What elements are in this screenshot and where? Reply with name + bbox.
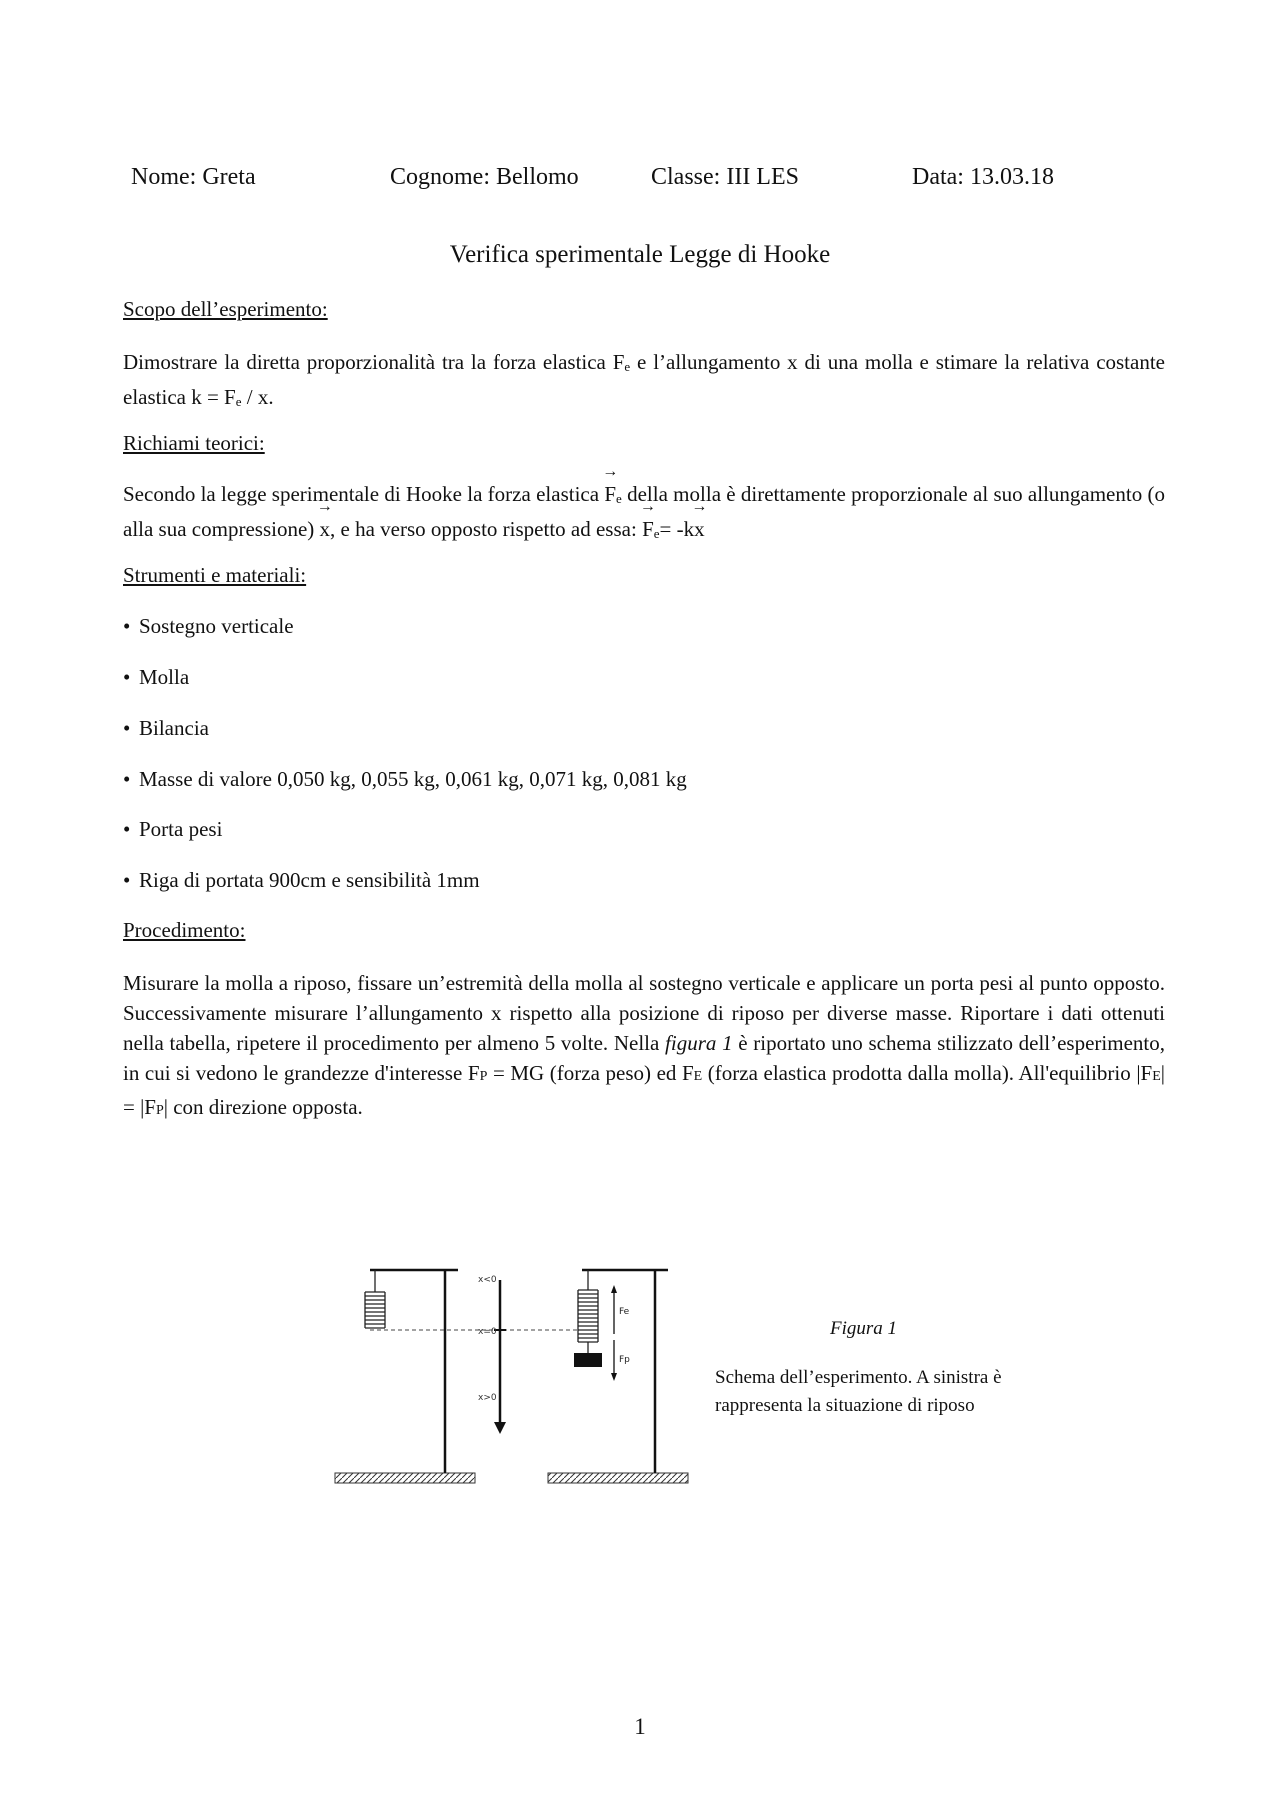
- weight-force-arrow: [611, 1340, 617, 1381]
- student-class: Classe: III LES: [651, 164, 799, 190]
- section-heading-scopo: Scopo dell’esperimento:: [123, 297, 328, 321]
- label-Fe: Fe: [619, 1307, 630, 1317]
- list-item: • Riga di portata 900cm e sensibilità 1mm: [123, 868, 480, 892]
- student-name: Nome: Greta: [131, 164, 256, 190]
- label-x-neg: x<0: [478, 1275, 497, 1285]
- page-number: 1: [634, 1714, 646, 1739]
- section-heading-richiami: Richiami teorici:: [123, 431, 265, 455]
- page-title: Verifica sperimentale Legge di Hooke: [449, 241, 831, 268]
- hooke-experiment-diagram: [330, 1250, 700, 1490]
- hanging-mass: [574, 1353, 602, 1367]
- list-item: • Porta pesi: [123, 817, 223, 841]
- list-item: • Molla: [123, 665, 190, 689]
- label-Fp: Fp: [619, 1355, 630, 1365]
- paragraph-richiami: Secondo la legge sperimentale di Hooke la forza elastica → Fe della molla è direttamente proporzionale al suo allungamento (o alla sua compressione) → x, e ha verso opposto rispetto ad essa: → Fe= -k→ x: [123, 479, 1165, 549]
- right-spring: [578, 1270, 598, 1353]
- list-item: • Masse di valore 0,050 kg, 0,055 kg, 0,061 kg, 0,071 kg, 0,081 kg: [123, 767, 687, 791]
- section-heading-strumenti: Strumenti e materiali:: [123, 563, 307, 587]
- paragraph-scopo: Dimostrare la diretta proporzionalità tra la forza elastica Fe e l’allungamento x di una molla e stimare la relativa costante elastica k = Fe / x.: [123, 350, 1165, 409]
- student-surname: Cognome: Bellomo: [390, 164, 579, 190]
- figure-caption-text: Schema dell’esperimento. A sinistra è rappresenta la situazione di riposo: [715, 1367, 1002, 1416]
- paragraph-procedimento: Misurare la molla a riposo, fissare un’estremità della molla al sostegno verticale e applicare un porta pesi al punto opposto. Successivamente misurare l’allungamento x rispetto alla posizione di riposo per diverse masse. Riportare i dati ottenuti nella tabella, ripetere il procedimento per almeno 5 volte. Nella figura 1 è riportato uno schema stilizzato dell’esperimento, in cui si vedono le grandezze d'interesse FP = MG (forza peso) ed FE (forza elastica prodotta dalla molla). All'equilibrio |FE| = |FP| con direzione opposta.: [123, 971, 1165, 1119]
- ground-plate-left: [335, 1473, 475, 1483]
- label-x-pos: x>0: [478, 1393, 497, 1403]
- section-heading-procedimento: Procedimento:: [123, 918, 246, 942]
- left-spring: [365, 1270, 385, 1328]
- x-axis-arrow: [494, 1280, 506, 1434]
- ground-plate-right: [548, 1473, 688, 1483]
- elastic-force-arrow: [611, 1285, 617, 1334]
- figure-caption-title: Figura 1: [830, 1318, 898, 1339]
- list-item: • Bilancia: [123, 716, 209, 740]
- right-stand: [582, 1270, 668, 1473]
- label-x-zero: x=0: [478, 1327, 497, 1337]
- document-date: Data: 13.03.18: [912, 164, 1054, 190]
- list-item: • Sostegno verticale: [123, 614, 294, 638]
